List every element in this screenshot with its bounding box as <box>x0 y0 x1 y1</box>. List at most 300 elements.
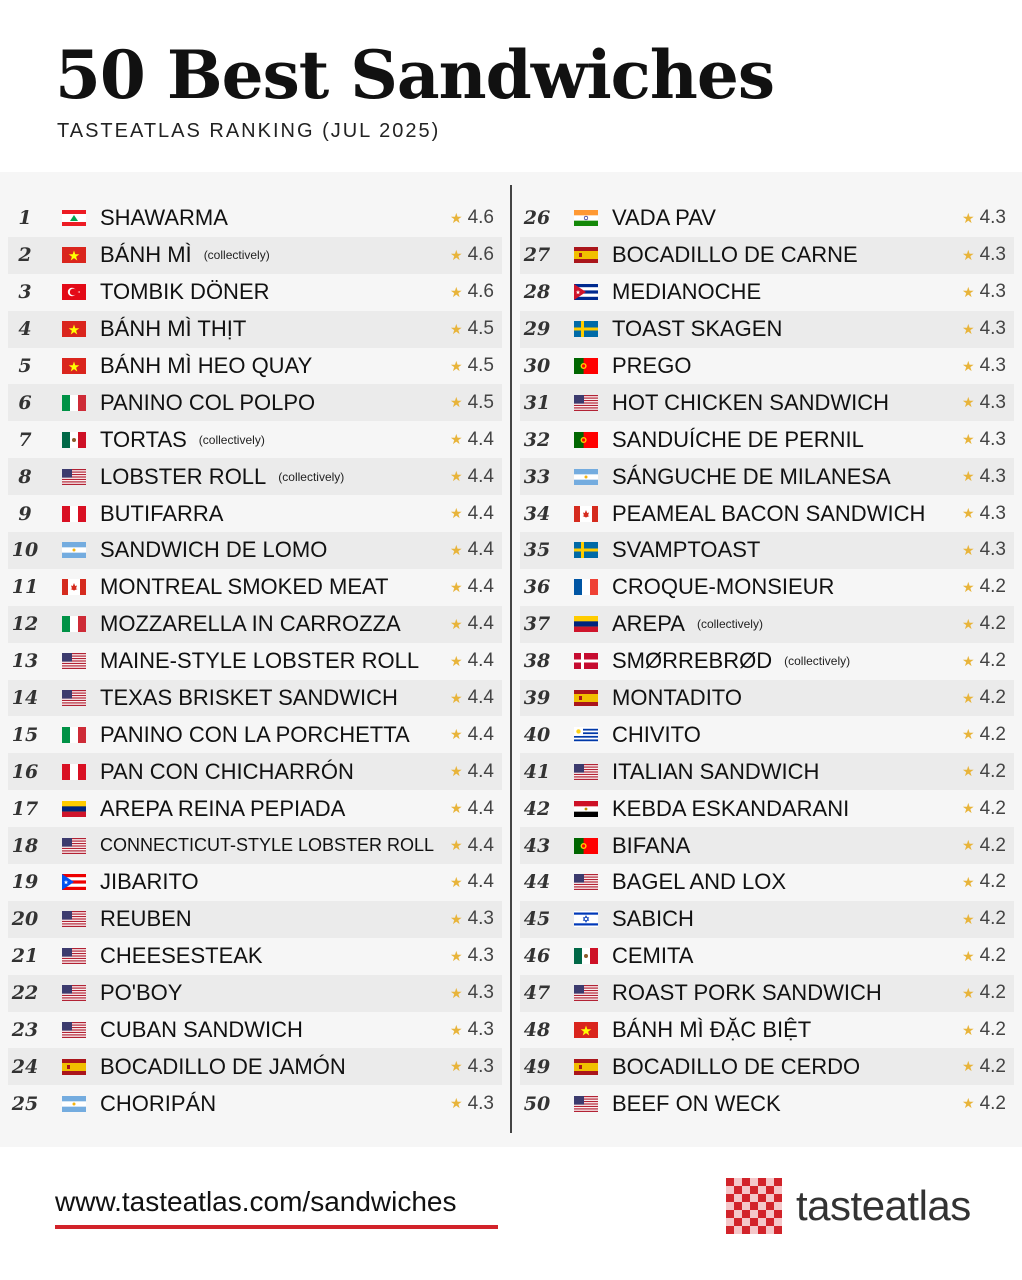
page-subtitle: TASTEATLAS RANKING (JUL 2025) <box>57 120 441 142</box>
dish-note: (collectively) <box>278 469 345 484</box>
ranking-row[interactable] <box>8 495 502 532</box>
rating <box>962 532 1006 569</box>
flag-usa-icon <box>62 838 86 854</box>
dish-name: CUBAN SANDWICH <box>100 1017 303 1043</box>
rating-value: 4.4 <box>467 834 494 856</box>
rating-value: 4.3 <box>979 539 1006 561</box>
rank-number: 36 <box>523 576 551 599</box>
dish-name: CEMITA <box>612 943 694 969</box>
rank-number: 23 <box>11 1019 39 1042</box>
flag-portugal-icon <box>574 432 598 448</box>
rating <box>450 901 494 938</box>
dish-name: CROQUE-MONSIEUR <box>612 574 835 600</box>
rank-number: 37 <box>523 613 551 636</box>
dish-name: CHORIPÁN <box>100 1090 217 1116</box>
rank-number: 27 <box>523 244 551 267</box>
dish-name: HOT CHICKEN SANDWICH <box>612 389 890 415</box>
rating <box>962 901 1006 938</box>
rank-number: 13 <box>11 650 39 673</box>
dish-note: (collectively) <box>203 248 270 263</box>
website-link[interactable]: www.tasteatlas.com/sandwiches <box>55 1186 457 1217</box>
rating-value: 4.3 <box>467 1019 494 1041</box>
rating-value: 4.3 <box>467 945 494 967</box>
rank-number: 30 <box>523 355 551 377</box>
rating <box>450 827 494 864</box>
flag-france-icon <box>574 579 598 595</box>
dish-name: SANDWICH DE LOMO <box>100 537 328 563</box>
rank-number: 16 <box>11 760 39 783</box>
rating <box>962 274 1006 311</box>
rank-number: 8 <box>18 465 32 488</box>
rating <box>962 384 1006 421</box>
ranking-row[interactable] <box>520 274 1014 311</box>
rating-value: 4.2 <box>979 1019 1006 1041</box>
rating <box>450 1048 494 1085</box>
flag-argentina-icon <box>574 469 598 485</box>
rating-value: 4.6 <box>467 281 494 303</box>
rank-number: 17 <box>11 797 39 820</box>
star-icon: ★ <box>962 468 975 485</box>
rating-value: 4.3 <box>979 318 1006 340</box>
star-icon: ★ <box>962 505 975 522</box>
rating-value: 4.2 <box>979 797 1006 819</box>
dish-name: VADA PAV <box>612 205 716 231</box>
flag-denmark-icon <box>574 653 598 669</box>
rank-number: 46 <box>523 945 551 968</box>
flag-italy-icon <box>62 395 86 411</box>
rank-number: 32 <box>523 428 551 451</box>
star-icon: ★ <box>962 984 975 1001</box>
rating <box>450 753 494 790</box>
dish-name: CHEESESTEAK <box>100 943 263 969</box>
ranking-row[interactable] <box>8 643 502 680</box>
dish-name: TEXAS BRISKET SANDWICH <box>100 685 398 711</box>
ranking-row[interactable] <box>520 458 1014 495</box>
flag-sweden-icon <box>574 542 598 558</box>
flag-turkey-icon <box>62 284 86 300</box>
ranking-row[interactable] <box>520 1012 1014 1049</box>
star-icon: ★ <box>450 541 463 558</box>
flag-vietnam-icon <box>62 321 86 337</box>
rank-number: 41 <box>523 760 551 783</box>
rating <box>450 458 494 495</box>
rating-value: 4.2 <box>979 723 1006 745</box>
flag-uruguay-icon <box>574 727 598 743</box>
rating-value: 4.4 <box>467 539 494 561</box>
rating-value: 4.3 <box>979 244 1006 266</box>
rank-number: 49 <box>523 1055 551 1078</box>
flag-argentina-icon <box>62 542 86 558</box>
rating <box>962 311 1006 348</box>
ranking-row[interactable] <box>520 1048 1014 1085</box>
dish-name: TORTAS <box>100 426 187 452</box>
rating-value: 4.3 <box>467 908 494 930</box>
rating-value: 4.2 <box>979 576 1006 598</box>
ranking-row[interactable] <box>520 606 1014 643</box>
dish-name: KEBDA ESKANDARANI <box>612 795 850 821</box>
rank-number: 34 <box>523 502 551 525</box>
ranking-row[interactable] <box>520 901 1014 938</box>
rating <box>962 753 1006 790</box>
rank-number: 31 <box>523 391 551 414</box>
dish-name: PAN CON CHICHARRÓN <box>100 758 354 784</box>
star-icon: ★ <box>962 910 975 927</box>
ranking-row[interactable] <box>520 680 1014 717</box>
dish-name: BEEF ON WECK <box>612 1090 781 1116</box>
star-icon: ★ <box>450 1021 463 1038</box>
rating <box>450 680 494 717</box>
dish-name: PANINO CON LA PORCHETTA <box>100 721 410 747</box>
rating <box>962 864 1006 901</box>
star-icon: ★ <box>962 1021 975 1038</box>
flag-mexico-icon <box>574 948 598 964</box>
rating <box>450 200 494 237</box>
ranking-row[interactable] <box>8 790 502 827</box>
ranking-row[interactable] <box>520 827 1014 864</box>
star-icon: ★ <box>450 1058 463 1075</box>
ranking-row[interactable] <box>520 348 1014 385</box>
rating-value: 4.4 <box>467 760 494 782</box>
dish-name: CONNECTICUT-STYLE LOBSTER ROLL <box>100 835 435 856</box>
flag-usa-icon <box>574 764 598 780</box>
flag-argentina-icon <box>62 1096 86 1112</box>
flag-puerto-rico-icon <box>62 874 86 890</box>
star-icon: ★ <box>962 1058 975 1075</box>
rank-number: 33 <box>523 465 551 488</box>
rating-value: 4.2 <box>979 687 1006 709</box>
star-icon: ★ <box>962 652 975 669</box>
flag-usa-icon <box>574 1096 598 1112</box>
rating <box>962 643 1006 680</box>
flag-spain-icon <box>574 1059 598 1075</box>
rating-value: 4.3 <box>467 982 494 1004</box>
brand-wordmark: tasteatlas <box>796 1182 971 1229</box>
rating-value: 4.3 <box>979 465 1006 487</box>
ranking-row[interactable] <box>8 1048 502 1085</box>
dish-name: PREGO <box>612 353 692 378</box>
star-icon: ★ <box>962 209 975 226</box>
ranking-row[interactable] <box>8 864 502 901</box>
ranking-row[interactable] <box>8 532 502 569</box>
rank-number: 12 <box>11 613 39 636</box>
flag-venezuela-icon <box>574 616 598 632</box>
rank-number: 20 <box>11 908 39 931</box>
star-icon: ★ <box>962 800 975 817</box>
ranking-row[interactable] <box>520 237 1014 274</box>
star-icon: ★ <box>450 726 463 743</box>
flag-usa-icon <box>62 985 86 1001</box>
rank-number: 18 <box>11 834 39 857</box>
rank-number: 35 <box>523 539 551 562</box>
dish-note: (collectively) <box>198 432 265 447</box>
rating <box>962 975 1006 1012</box>
dish-name: ITALIAN SANDWICH <box>612 758 820 784</box>
rating <box>962 1048 1006 1085</box>
rating-value: 4.3 <box>979 355 1006 376</box>
flag-italy-icon <box>62 616 86 632</box>
ranking-row[interactable] <box>8 975 502 1012</box>
rating-value: 4.3 <box>979 391 1006 413</box>
rating-value: 4.4 <box>467 576 494 598</box>
rating <box>450 311 494 348</box>
rank-number: 38 <box>523 650 551 673</box>
rating <box>962 1012 1006 1049</box>
star-icon: ★ <box>450 984 463 1001</box>
ranking-row[interactable] <box>8 606 502 643</box>
rating <box>450 274 494 311</box>
star-icon: ★ <box>450 283 463 300</box>
rating <box>450 569 494 606</box>
flag-egypt-icon <box>574 801 598 817</box>
rating <box>962 606 1006 643</box>
ranking-row[interactable] <box>8 1085 502 1122</box>
ranking-row[interactable] <box>520 716 1014 753</box>
star-icon: ★ <box>450 394 463 411</box>
ranking-row[interactable] <box>520 532 1014 569</box>
ranking-row[interactable] <box>8 716 502 753</box>
flag-mexico-icon <box>62 432 86 448</box>
star-icon: ★ <box>450 357 463 374</box>
flag-usa-icon <box>574 985 598 1001</box>
flag-vietnam-icon <box>62 358 86 374</box>
rank-number: 10 <box>11 539 39 562</box>
star-icon: ★ <box>962 578 975 595</box>
flag-portugal-icon <box>574 358 598 374</box>
dish-name: REUBEN <box>100 906 192 932</box>
rank-number: 1 <box>18 207 32 230</box>
ranking-row[interactable] <box>8 274 502 311</box>
rank-number: 39 <box>523 687 551 710</box>
star-icon: ★ <box>450 1095 463 1112</box>
flag-spain-icon <box>574 247 598 263</box>
page-title: 50 Best Sandwiches <box>55 36 774 114</box>
ranking-row[interactable] <box>8 458 502 495</box>
rating <box>450 1012 494 1049</box>
ranking-row[interactable] <box>520 200 1014 237</box>
rating-value: 4.4 <box>467 723 494 745</box>
dish-name: JIBARITO <box>100 869 199 895</box>
rating <box>962 348 1006 385</box>
rank-number: 9 <box>18 502 32 525</box>
column-divider <box>510 185 512 1133</box>
brand-logo <box>726 1178 971 1234</box>
ranking-row[interactable] <box>8 680 502 717</box>
ranking-row[interactable] <box>8 901 502 938</box>
rank-number: 43 <box>523 834 551 857</box>
ranking-row[interactable] <box>520 753 1014 790</box>
dish-name: ROAST PORK SANDWICH <box>612 980 882 1006</box>
star-icon: ★ <box>962 246 975 263</box>
star-icon: ★ <box>962 394 975 411</box>
rating-value: 4.2 <box>979 613 1006 635</box>
ranking-row[interactable] <box>520 790 1014 827</box>
star-icon: ★ <box>962 1095 975 1112</box>
flag-sweden-icon <box>574 321 598 337</box>
star-icon: ★ <box>450 837 463 854</box>
rating-value: 4.4 <box>467 871 494 893</box>
dish-name: SVAMPTOAST <box>612 537 761 563</box>
ranking-row[interactable] <box>520 938 1014 975</box>
flag-usa-icon <box>62 911 86 927</box>
ranking-row[interactable] <box>8 421 502 458</box>
star-icon: ★ <box>450 763 463 780</box>
dish-name: TOMBIK DÖNER <box>100 279 270 305</box>
ranking-row[interactable] <box>520 643 1014 680</box>
rating-value: 4.2 <box>979 1055 1006 1077</box>
rank-number: 50 <box>523 1092 551 1115</box>
dish-name: TOAST SKAGEN <box>612 316 783 342</box>
star-icon: ★ <box>450 800 463 817</box>
star-icon: ★ <box>962 320 975 337</box>
rating-value: 4.6 <box>467 207 494 229</box>
ranking-row[interactable] <box>8 384 502 421</box>
ranking-row[interactable] <box>8 311 502 348</box>
dish-name: SHAWARMA <box>100 205 228 231</box>
rating <box>962 680 1006 717</box>
flag-italy-icon <box>62 727 86 743</box>
rating-value: 4.2 <box>979 908 1006 930</box>
star-icon: ★ <box>962 689 975 706</box>
dish-note: (collectively) <box>696 617 763 632</box>
star-icon: ★ <box>450 578 463 595</box>
rating-value: 4.5 <box>467 355 494 376</box>
dish-name: BOCADILLO DE CERDO <box>612 1053 861 1079</box>
ranking-row[interactable] <box>8 348 502 385</box>
rank-number: 4 <box>18 318 32 341</box>
star-icon: ★ <box>450 873 463 890</box>
rating <box>450 606 494 643</box>
flag-usa-icon <box>62 1022 86 1038</box>
rank-number: 11 <box>11 576 39 599</box>
star-icon: ★ <box>962 837 975 854</box>
flag-israel-icon <box>574 911 598 927</box>
flag-usa-icon <box>574 874 598 890</box>
rating-value: 4.4 <box>467 465 494 487</box>
rating <box>450 938 494 975</box>
dish-name: SÁNGUCHE DE MILANESA <box>612 463 891 489</box>
rating <box>962 458 1006 495</box>
star-icon: ★ <box>962 541 975 558</box>
ranking-row[interactable] <box>8 569 502 606</box>
rank-number: 7 <box>18 428 32 451</box>
flag-spain-icon <box>62 1059 86 1075</box>
rank-number: 2 <box>18 244 32 267</box>
star-icon: ★ <box>962 873 975 890</box>
ranking-row[interactable] <box>8 1012 502 1049</box>
rating-value: 4.4 <box>467 502 494 524</box>
rank-number: 6 <box>18 391 32 414</box>
star-icon: ★ <box>450 431 463 448</box>
rating <box>962 200 1006 237</box>
ranking-row[interactable] <box>8 827 502 864</box>
rating-value: 4.4 <box>467 650 494 672</box>
ranking-row[interactable] <box>520 311 1014 348</box>
ranking-row[interactable] <box>520 421 1014 458</box>
dish-name: MONTREAL SMOKED MEAT <box>100 574 389 600</box>
star-icon: ★ <box>962 763 975 780</box>
rating <box>962 569 1006 606</box>
rating <box>450 864 494 901</box>
ranking-row[interactable] <box>520 569 1014 606</box>
ranking-row[interactable] <box>8 938 502 975</box>
link-underline <box>55 1225 498 1229</box>
star-icon: ★ <box>450 209 463 226</box>
star-icon: ★ <box>962 726 975 743</box>
star-icon: ★ <box>962 357 975 374</box>
dish-name: BÁNH MÌ <box>100 242 192 268</box>
rating-value: 4.3 <box>979 428 1006 450</box>
flag-canada-icon <box>62 579 86 595</box>
dish-name: BOCADILLO DE JAMÓN <box>100 1053 346 1079</box>
rank-number: 28 <box>523 281 551 304</box>
rating-value: 4.4 <box>467 687 494 709</box>
rating-value: 4.4 <box>467 428 494 450</box>
dish-name: AREPA <box>612 611 685 637</box>
ranking-row[interactable] <box>520 495 1014 532</box>
rating <box>962 421 1006 458</box>
flag-portugal-icon <box>574 838 598 854</box>
rating-value: 4.3 <box>467 1092 494 1114</box>
dish-name: BUTIFARRA <box>100 500 224 526</box>
flag-venezuela-icon <box>62 801 86 817</box>
rank-number: 26 <box>523 207 551 230</box>
dish-name: LOBSTER ROLL <box>100 463 267 489</box>
rating <box>962 1085 1006 1122</box>
rating <box>962 938 1006 975</box>
flag-usa-icon <box>62 469 86 485</box>
ranking-row[interactable] <box>520 384 1014 421</box>
star-icon: ★ <box>450 910 463 927</box>
flag-peru-icon <box>62 764 86 780</box>
dish-note: (collectively) <box>784 654 851 669</box>
rank-number: 14 <box>11 687 39 710</box>
dish-name: BÁNH MÌ ĐẶC BIỆT <box>612 1017 812 1043</box>
rating <box>450 790 494 827</box>
flag-vietnam-icon <box>574 1022 598 1038</box>
rating <box>450 237 494 274</box>
dish-name: SMØRREBRØD <box>612 648 773 674</box>
rating-value: 4.5 <box>467 318 494 340</box>
rating <box>450 384 494 421</box>
dish-name: CHIVITO <box>612 721 701 747</box>
dish-name: PO'BOY <box>100 980 183 1006</box>
star-icon: ★ <box>962 615 975 632</box>
flag-vietnam-icon <box>62 247 86 263</box>
rating-value: 4.2 <box>979 1092 1006 1114</box>
rating-value: 4.2 <box>979 760 1006 782</box>
star-icon: ★ <box>450 468 463 485</box>
ranking-row[interactable] <box>8 753 502 790</box>
flag-usa-icon <box>574 395 598 411</box>
dish-name: BAGEL AND LOX <box>612 869 787 895</box>
flag-lebanon-icon <box>62 210 86 226</box>
rank-number: 47 <box>523 982 551 1005</box>
ranking-row[interactable] <box>8 200 502 237</box>
ranking-row[interactable] <box>520 864 1014 901</box>
star-icon: ★ <box>962 947 975 964</box>
rating-value: 4.2 <box>979 945 1006 967</box>
rank-number: 45 <box>523 908 551 931</box>
ranking-row[interactable] <box>8 237 502 274</box>
rank-number: 29 <box>523 318 551 341</box>
rank-number: 5 <box>18 355 32 377</box>
dish-name: MEDIANOCHE <box>612 279 762 305</box>
ranking-row[interactable] <box>520 975 1014 1012</box>
rating-value: 4.3 <box>979 502 1006 524</box>
rating <box>450 348 494 385</box>
rank-number: 3 <box>18 281 32 304</box>
ranking-row[interactable] <box>520 1085 1014 1122</box>
